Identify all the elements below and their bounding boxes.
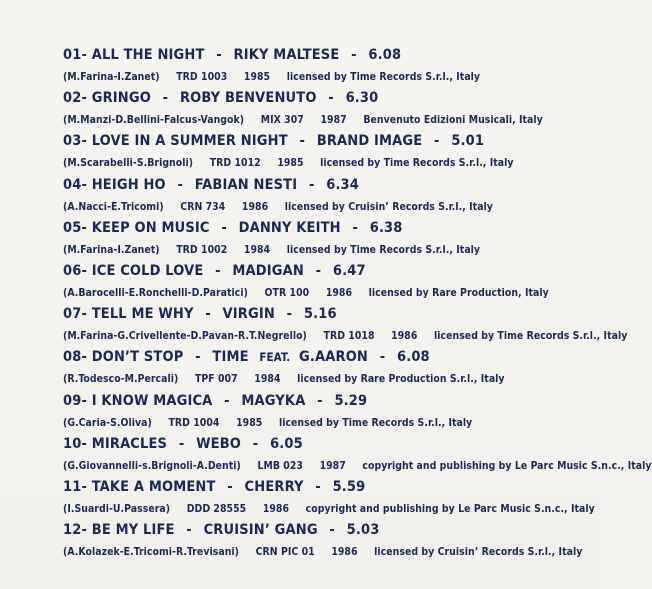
track-title: TAKE A MOMENT	[91, 478, 216, 495]
release-year: 1984	[254, 373, 281, 386]
catalog-number: MIX 307	[260, 114, 304, 127]
separator: -	[379, 349, 386, 366]
license-note: licensed by Rare Production, Italy	[368, 286, 549, 299]
track-credit-line	[63, 373, 505, 385]
track-number: 11-	[63, 478, 88, 495]
track-duration: 6.05	[270, 435, 303, 452]
track-duration: 5.01	[451, 133, 485, 150]
license-note: licensed by Time Records S.r.l., Italy	[434, 330, 628, 343]
track-number: 10-	[63, 435, 88, 452]
release-year: 1987	[320, 114, 347, 127]
separator: -	[317, 392, 323, 409]
track-artist: CRUISIN’ GANG	[203, 522, 318, 539]
separator: -	[224, 392, 230, 409]
track-10	[63, 435, 652, 479]
track-title-line	[63, 436, 303, 453]
track-artist: FABIAN NESTI	[194, 176, 298, 193]
license-note: licensed by Cruisin’ Records S.r.l., Italy	[284, 200, 493, 213]
track-credit-line	[63, 114, 543, 126]
track-duration: 6.34	[326, 176, 360, 193]
track-01	[63, 47, 583, 90]
separator: -	[162, 90, 169, 107]
separator: -	[351, 47, 357, 63]
track-title-line	[63, 133, 484, 150]
track-artist: DANNY KEITH	[238, 219, 341, 236]
composer-credits: (R.Todesco-M.Percali)	[63, 373, 179, 386]
license-note: copyright and publishing by Le Parc Music S.n.c., Italy	[305, 502, 595, 515]
composer-credits: (A.Barocelli-E.Ronchelli-D.Paratici)	[63, 286, 248, 299]
release-year: 1986	[262, 502, 290, 515]
track-title: KEEP ON MUSIC	[91, 219, 210, 236]
composer-credits: (G.Giovannelli-s.Brignoli-A.Denti)	[63, 459, 241, 472]
track-credit-line	[63, 330, 627, 342]
license-note: licensed by Time Records S.r.l., Italy	[278, 416, 473, 429]
separator: -	[205, 306, 211, 323]
track-title-line	[63, 90, 378, 107]
composer-credits: (M.Manzi-D.Bellini-Falcus-Vangok)	[63, 114, 245, 127]
track-title-line	[63, 393, 367, 410]
track-duration: 6.47	[332, 262, 366, 279]
separator: -	[178, 435, 185, 452]
track-artist: WEBO	[196, 435, 242, 452]
track-11	[63, 478, 595, 522]
track-artist: CHERRY	[244, 478, 304, 495]
track-duration: 6.38	[369, 219, 403, 236]
release-year: 1986	[241, 200, 269, 213]
track-title-line	[63, 522, 379, 539]
license-note: licensed by Time Records S.r.l., Italy	[320, 157, 514, 170]
separator: -	[227, 478, 233, 495]
composer-credits: (A.Nacci-E.Tricomi)	[63, 200, 164, 213]
track-number: 07-	[63, 306, 88, 323]
track-credit-line	[63, 71, 480, 83]
release-year: 1985	[243, 71, 271, 83]
separator: -	[329, 522, 335, 539]
track-title-line	[63, 263, 366, 280]
catalog-number: DDD 28555	[186, 502, 247, 515]
track-artist: VIRGIN	[222, 306, 275, 323]
composer-credits: (M.Scarabelli-S.Brignoli)	[63, 157, 194, 170]
separator: -	[177, 176, 184, 193]
track-credit-line	[63, 287, 549, 299]
license-note: Benvenuto Edizioni Musicali, Italy	[363, 114, 543, 127]
track-title: ALL THE NIGHT	[91, 47, 205, 63]
composer-credits: (M.Farina-G.Crivellente-D.Pavan-R.T.Negrello)	[63, 330, 307, 343]
catalog-number: CRN PIC 01	[255, 546, 315, 559]
catalog-number: OTR 100	[264, 286, 310, 299]
license-note: licensed by Rare Production S.r.l., Italy	[297, 373, 505, 386]
track-title-line	[63, 220, 403, 237]
track-02	[63, 90, 583, 133]
track-08	[63, 349, 583, 392]
composer-credits: (M.Farina-I.Zanet)	[63, 243, 160, 256]
track-credit-line	[63, 460, 652, 472]
track-duration: 6.08	[368, 47, 402, 63]
track-number: 08-	[63, 349, 88, 366]
release-year: 1986	[325, 286, 353, 299]
separator: -	[252, 435, 259, 452]
track-duration: 5.16	[303, 306, 337, 323]
track-credit-line	[63, 157, 514, 169]
track-number: 09-	[63, 392, 88, 409]
track-05	[63, 220, 583, 263]
catalog-number: CRN 734	[180, 200, 226, 213]
track-credit-line	[63, 417, 472, 429]
release-year: 1986	[331, 546, 358, 559]
track-title: LOVE IN A SUMMER NIGHT	[91, 133, 288, 150]
license-note: licensed by Time Records S.r.l., Italy	[286, 71, 481, 83]
track-credit-line	[63, 546, 582, 558]
track-duration: 5.03	[346, 522, 380, 539]
composer-credits: (A.Kolazek-E.Tricomi-R.Trevisani)	[63, 546, 239, 559]
track-artist: BRAND IMAGE	[316, 133, 423, 150]
track-07	[63, 306, 628, 349]
track-title-line	[63, 306, 337, 323]
track-03	[63, 133, 583, 176]
release-year: 1986	[391, 330, 418, 343]
track-number: 04-	[63, 176, 88, 193]
track-title-line	[63, 177, 359, 194]
track-title: TELL ME WHY	[91, 306, 194, 323]
track-number: 05-	[63, 219, 88, 236]
track-title: I KNOW MAGICA	[91, 392, 213, 409]
separator: -	[328, 90, 334, 107]
track-number: 02-	[63, 90, 88, 107]
track-06	[63, 263, 583, 306]
catalog-number: TRD 1018	[323, 330, 375, 343]
track-number: 03-	[63, 133, 88, 150]
tracklist	[63, 47, 652, 565]
track-artist: MADIGAN	[232, 262, 304, 279]
composer-credits: (G.Caria-S.Oliva)	[63, 416, 152, 429]
separator: -	[434, 133, 440, 150]
track-title: HEIGH HO	[91, 176, 166, 193]
separator: -	[215, 262, 221, 279]
catalog-number: TRD 1003	[176, 71, 228, 83]
track-artist: ROBY BENVENUTO	[179, 90, 317, 107]
catalog-number: TRD 1004	[168, 416, 220, 429]
release-year: 1985	[236, 416, 263, 429]
track-number: 01-	[63, 47, 88, 63]
catalog-number: LMB 023	[257, 459, 303, 472]
track-duration: 5.29	[334, 392, 368, 409]
track-title: ICE COLD LOVE	[91, 262, 204, 279]
track-credit-line	[63, 244, 480, 256]
track-04	[63, 177, 583, 220]
separator: -	[195, 349, 201, 366]
track-duration: 6.08	[397, 349, 430, 366]
track-title-line	[63, 479, 365, 496]
composer-credits: (I.Suardi-U.Passera)	[63, 502, 171, 515]
catalog-number: TRD 1002	[176, 243, 228, 256]
catalog-number: TRD 1012	[209, 157, 261, 170]
track-title: DON’T STOP	[91, 349, 184, 366]
composer-credits: (M.Farina-I.Zanet)	[63, 71, 160, 83]
separator: -	[186, 522, 192, 539]
license-note: copyright and publishing by Le Parc Music S.n.c., Italy	[362, 459, 652, 472]
track-number: 12-	[63, 522, 88, 539]
release-year: 1987	[319, 459, 346, 472]
track-title: MIRACLES	[91, 435, 168, 452]
track-number: 06-	[63, 262, 88, 279]
track-artist: RIKY MALTESE	[233, 47, 340, 63]
release-year: 1985	[277, 157, 304, 170]
separator: -	[315, 478, 321, 495]
track-duration: 6.30	[345, 90, 379, 107]
separator: -	[216, 47, 222, 63]
featured-artist: G.AARON	[299, 349, 369, 366]
track-title: BE MY LIFE	[91, 522, 175, 539]
license-note: licensed by Time Records S.r.l., Italy	[286, 243, 481, 256]
separator: -	[315, 262, 322, 279]
separator: -	[221, 219, 227, 236]
track-title-line	[63, 349, 430, 366]
track-duration: 5.59	[332, 478, 366, 495]
license-note: licensed by Cruisin’ Records S.r.l., Italy	[374, 546, 583, 559]
separator: -	[299, 133, 306, 150]
catalog-number: TPF 007	[194, 373, 238, 386]
featuring-label: FEAT.	[259, 350, 291, 365]
track-credit-line	[63, 503, 595, 515]
release-year: 1984	[243, 243, 271, 256]
track-09	[63, 393, 583, 436]
separator: -	[352, 219, 359, 236]
track-title-line	[63, 47, 401, 64]
track-artist: TIME	[212, 349, 249, 366]
separator: -	[286, 306, 293, 323]
track-title: GRINGO	[91, 90, 151, 107]
track-credit-line	[63, 201, 493, 213]
separator: -	[308, 176, 315, 193]
track-artist: MAGYKA	[241, 392, 306, 409]
track-12	[63, 522, 583, 565]
